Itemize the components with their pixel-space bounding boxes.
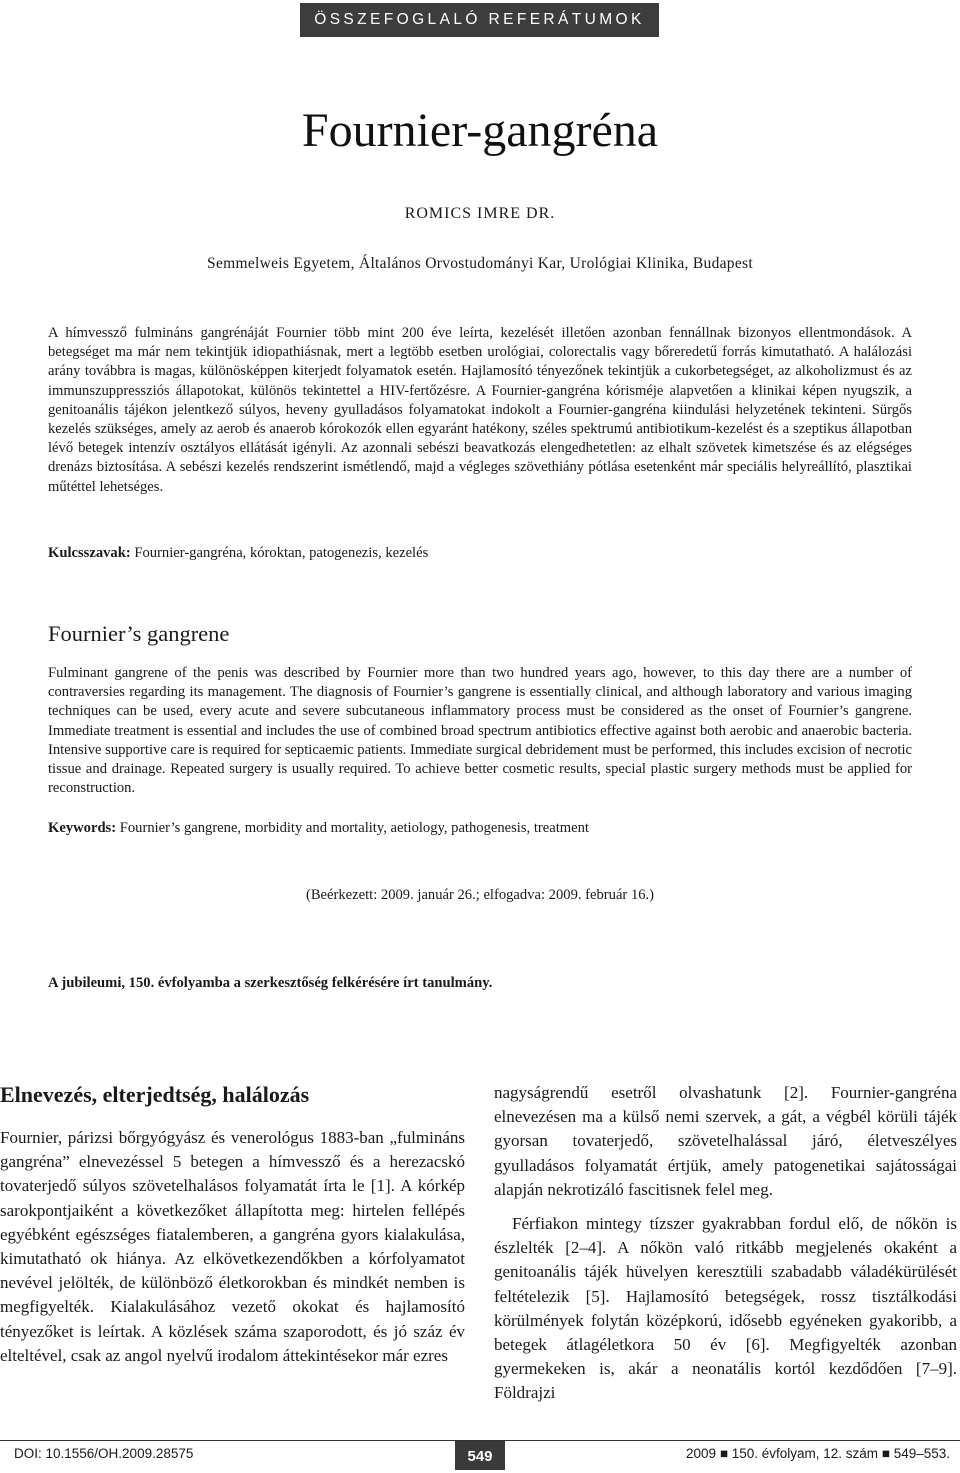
body-paragraph: Férfiakon mintegy tízszer gyakrabban fordul elő, de nőkön is észlelték [2–4]. A nőkön való ritkább megjelenés okaként a genitoanális tájék hüvelyen keresztüli szabadabb váladékürülését feltételezik [5]. Hajlamosító betegségek, rossz tisztálkodási körülmények folytán középkorú, idősebb egyéneken gyakoribb, a betegek átlagéletkora 50 év [6]. Megfigyelték azonban gyermekeken is, akár a neonatális kortól kezdődően [7–9]. Földrajzi	[494, 1214, 957, 1403]
body-column-right	[494, 1081, 957, 1406]
abstract-hungarian: A hímvessző fulmináns gangrénáját Fournier több mint 200 éve leírta, kezelését illetően azonban fennállnak bizonyos ellentmondások. A betegséget ma már nem tekintjük idiopathiásnak, mert a legtöbb esetben urológiai, colorectalis vagy bőreredetű forrás kimutatható. A halálozási arány továbbra is magas, különösképpen kiterjedt folyamatok esetén. Hajlamosító tényezőnek tekintjük a cukorbetegséget, az alkoholizmust és az immunszuppressziós állapotokat, különös tekintettel a HIV-fertőzésre. A Fournier-gangréna kórisméje alapvetően a klinikai képen nyugszik, a genitoanális tájékon jelentkező súlyos, heveny gyulladásos folyamatokat indokolt a Fournier-gangréna kiindulási helyzetének tekinteni. Sürgős kezelés szükséges, amely az aerob és anaerob kórokozók ellen egyaránt hatékony, széles spektrumú antibiotikum-kezelést és a szeptikus állapotban lévő betegek intenzív osztályos ellátását igényli. Az azonnali sebészi beavatkozás elengedhetetlen: az elhalt szövetek kimetszése és az elégséges drenázs biztosítása. A sebészi kezelés rendszerint ismétlendő, majd a végleges szövethiány pótlása esetenként már speciális helyreállító, plasztikai műtéttel lehetséges.	[48, 325, 912, 495]
body-column-left	[0, 1126, 465, 1368]
section-heading: Elnevezés, elterjedtség, halálozás	[0, 1082, 310, 1107]
section-banner: ÖSSZEFOGLALÓ REFERÁTUMOK	[300, 3, 659, 37]
keywords-label: Kulcsszavak:	[48, 545, 131, 561]
keywords-value: Fournier’s gangrene, morbidity and mortality, aetiology, pathogenesis, treatment	[119, 820, 589, 836]
received-dates: (Beérkezett: 2009. január 26.; elfogadva: 2009. február 16.)	[305, 887, 655, 903]
jubilee-note: A jubileumi, 150. évfolyamba a szerkesztőség felkérésére írt tanulmány.	[48, 975, 493, 991]
doi-reference: DOI: 10.1556/OH.2009.28575	[14, 1446, 194, 1461]
keywords-value: Fournier-gangréna, kóroktan, patogenezis, kezelés	[134, 545, 429, 561]
page-number: 549	[455, 1441, 505, 1470]
author-name: ROMICS IMRE DR.	[404, 205, 556, 222]
keywords-label: Keywords:	[48, 820, 117, 836]
abstract-english: Fulminant gangrene of the penis was described by Fournier more than two hundred years ago, however, to this day there are a number of contraversies regarding its management. The diagnosis of Fournier’s gangrene is essentially clinical, and although laboratory and various imaging techniques can be used, every acute and severe subcutaneous inflammatory process must be considered as the onset of Fournier’s gangrene. Immediate treatment is essential and includes the use of combined broad spectrum antibiotics effective against both aerobic and anaerobic bacteria. Intensive supportive care is required for septicaemic patients. Immediate surgical debridement must be performed, this includes excision of necrotic tissue and drainage. Repeated surgery is usually required. To achieve better cosmetic results, special plastic surgery methods must be applied for reconstruction.	[48, 665, 912, 797]
body-paragraph: Fournier, párizsi bőrgyógyász és venerológus 1883-ban „fulmináns gangréna” elnevezéssel 5 betegen a hímvessző és a herezacskó tovaterjedő súlyos szövetelhalásos folyamatát írta le [1]. A kórkép sarokpontjaiként a következőket állapította meg: hirtelen fellépés egyébként egészséges fiatalemberen, a gangréna gyors kialakulása, kimutatható ok hiánya. Az elkövetkezendőkben a kórfolyamatot nevével jelölték, de különböző életkorokban és mindkét nemben is megfigyelték. Kialakulásához vezető okokat és hajlamosító tényezőket is leírtak. A közlések száma szaporodott, és jó száz év elteltével, csak az angol nyelvű irodalom áttekintésekor már ezres	[0, 1128, 465, 1365]
body-paragraph: nagyságrendű esetről olvashatunk [2]. Fournier-gangréna elnevezésen ma a külső nemi szervek, a gát, a végbél körüli tájék gyorsan tovaterjedő, szövetelhalással járó, életveszélyes gyulladásos folyamatát értjük, amely patogenetikai sajátosságai alapján nekrotizáló fascitisnek felel meg.	[494, 1083, 957, 1199]
journal-issue: 2009 ■ 150. évfolyam, 12. szám ■ 549–553.	[686, 1446, 950, 1461]
article-title: Fournier-gangréna	[301, 104, 659, 157]
author-affiliation: Semmelweis Egyetem, Általános Orvostudományi Kar, Urológiai Klinika, Budapest	[207, 255, 753, 272]
keywords-english	[48, 818, 912, 838]
english-title: Fournier’s gangrene	[48, 621, 230, 646]
keywords-hungarian	[48, 543, 912, 563]
